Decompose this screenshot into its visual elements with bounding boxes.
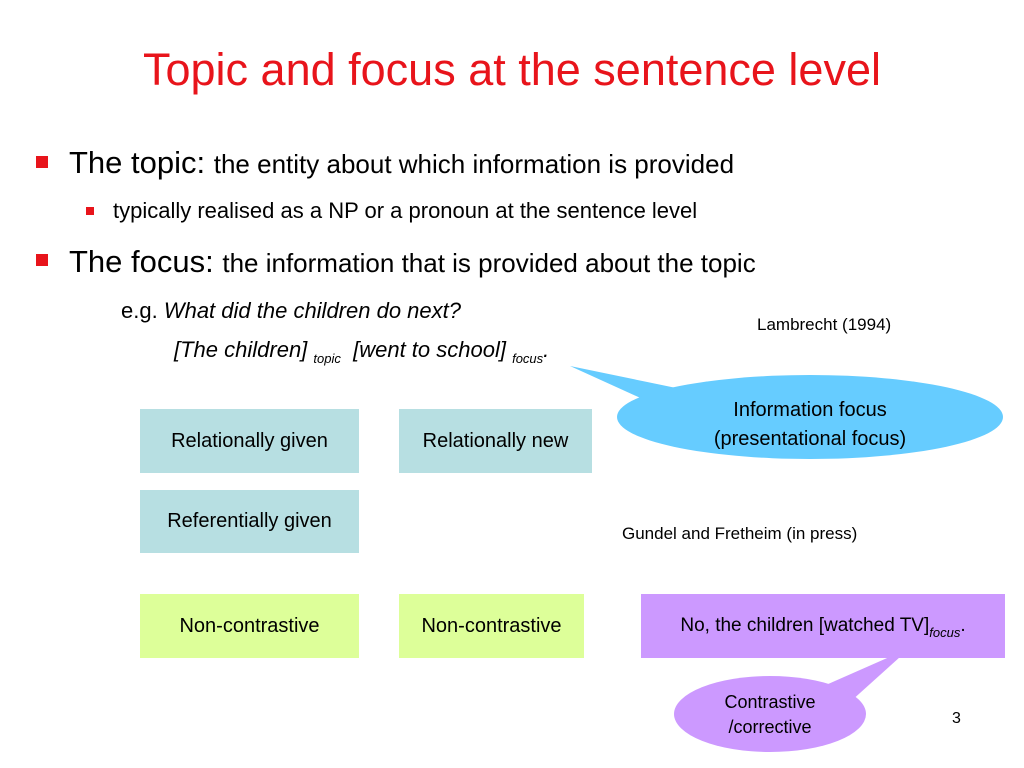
example-focus-label: focus — [512, 351, 544, 366]
box-non-contrastive-new: Non-contrastive — [399, 594, 584, 658]
box-relationally-given: Relationally given — [140, 409, 359, 473]
box-non-contrastive-given: Non-contrastive — [140, 594, 359, 658]
bullet-topic-lead: The topic: — [69, 145, 214, 180]
bullet-focus — [69, 244, 756, 280]
example-prefix: e.g. — [121, 298, 164, 323]
info-focus-callout-text — [617, 396, 1003, 454]
sub-bullet-text: typically realised as a NP or a pronoun at the sentence level — [113, 198, 698, 223]
bullet-focus-lead: The focus: — [69, 244, 223, 279]
contrastive-callout-text — [674, 690, 866, 740]
info-focus-line1: Information focus — [733, 399, 887, 421]
page-number: 3 — [952, 710, 961, 727]
bullet-topic — [69, 145, 734, 181]
example-answer — [174, 337, 550, 366]
corrective-end-mark: . — [960, 615, 966, 636]
example-topic-part: [The children] — [174, 337, 314, 362]
citation-lambrecht: Lambrecht (1994) — [757, 315, 892, 334]
citation-gundel: Gundel and Fretheim (in press) — [622, 524, 858, 543]
info-focus-line2: (presentational focus) — [713, 428, 907, 450]
box-corrective-example — [641, 594, 1005, 658]
example-end-mark: . — [543, 337, 550, 362]
example-focus-part: [went to school] — [353, 337, 513, 362]
contrastive-line2: /corrective — [728, 717, 812, 737]
sub-bullet-marker — [86, 207, 94, 215]
corrective-focus-label: focus — [929, 624, 961, 640]
bullet-focus-rest: the information that is provided about the topic — [222, 248, 756, 278]
bullet-topic-rest: the entity about which information is provided — [213, 149, 735, 179]
corrective-sentence: No, the children [watched TV] — [680, 615, 930, 636]
box-relationally-new: Relationally new — [399, 409, 592, 473]
box-referentially-given: Referentially given — [140, 490, 359, 553]
contrastive-line1: Contrastive — [724, 692, 816, 712]
example-question — [121, 298, 461, 324]
example-topic-label: topic — [313, 351, 341, 366]
slide-title: Topic and focus at the sentence level — [143, 44, 881, 95]
bullet-marker — [36, 156, 48, 168]
bullet-marker — [36, 254, 48, 266]
example-question-text: What did the children do next? — [163, 298, 461, 323]
